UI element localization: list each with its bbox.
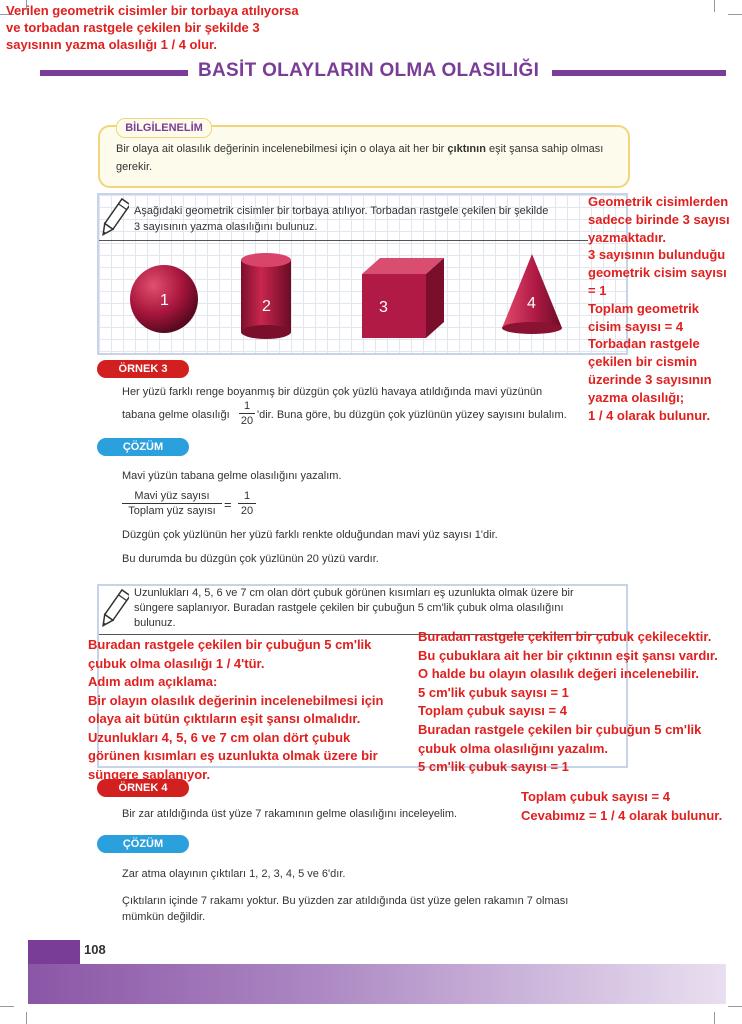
solution3-line1: Mavi yüzün tabana gelme olasılığını yazalım. [122, 470, 342, 482]
example3-line2-before: tabana gelme olasılığı [122, 409, 230, 421]
fraction-denominator: Toplam yüz sayısı [128, 505, 216, 517]
pencil-icon [99, 587, 129, 633]
side-note-line: = 1 [588, 282, 607, 298]
shape-label: 1 [160, 292, 169, 309]
crop-mark [714, 1012, 715, 1024]
solution4-tag: ÇÖZÜM [97, 835, 189, 853]
fraction-bar [239, 413, 255, 414]
side-note-line: cisim sayısı = 4 [588, 318, 684, 334]
crop-mark [728, 1006, 742, 1007]
right-note-line: Toplam çubuk sayısı = 4 [521, 789, 670, 804]
right-note-line: Buradan rastgele çekilen bir çubuğun 5 cm'lik [418, 721, 702, 737]
side-note-line: yazma olasılığı; [588, 389, 685, 405]
example4-tag: ÖRNEK 4 [97, 779, 189, 797]
fraction-denominator: 20 [240, 505, 254, 517]
right-note-line: 5 cm'lik çubuk sayısı = 1 [418, 759, 569, 775]
side-note-line: Toplam geometrik [588, 300, 700, 316]
header-note-line: ve torbadan rastgele çekilen bir şekilde 3 [6, 20, 260, 35]
left-note [88, 636, 383, 784]
solution4-line1: Zar atma olayının çıktıları 1, 2, 3, 4, 5 ve 6'dır. [122, 868, 346, 880]
page-title: BASİT OLAYLARIN OLMA OLASILIĞI [198, 60, 540, 81]
left-note-line: Uzunlukları 4, 5, 6 ve 7 cm olan dört çubuk [88, 729, 351, 745]
shapes-illustration [100, 244, 580, 348]
fraction-denominator: 20 [240, 415, 254, 427]
info-text-before: Bir olaya ait olasılık değerinin incelenebilmesi için o olaya ait her bir [116, 143, 448, 155]
side-note-line: 3 sayısının bulunduğu [588, 247, 726, 263]
info-text [116, 140, 616, 176]
question1-line: 3 sayısının yazma olasılığını bulunuz. [134, 221, 318, 233]
question2-line: süngere saplanıyor. Buradan rastgele çekilen bir çubuğun 5 cm'lik çubuk olma olasılığını [134, 602, 564, 614]
info-text-after: eşit şansa sahip olması gerekir. [116, 143, 604, 173]
crop-mark [26, 1012, 27, 1024]
side-note-line: 1 / 4 olarak bulunur. [588, 407, 711, 423]
left-note-line: çubuk olma olasılığı 1 / 4'tür. [88, 655, 265, 671]
example3-line2-after: 'dir. Buna göre, bu düzgün çok yüzlünün yüzey sayısını bulalım. [257, 409, 567, 421]
crop-mark [728, 14, 742, 15]
cone-shape [502, 254, 562, 334]
left-note-line: görünen kısımları eş uzunlukta olmak üzere bir [88, 748, 378, 763]
solution3-tag: ÇÖZÜM [97, 438, 189, 456]
right-note-line: çubuk olma olasılığını yazalım. [418, 740, 608, 756]
side-note-line: üzerinde 3 sayısının [588, 371, 712, 387]
question1-underline [99, 240, 588, 241]
header-note [6, 2, 299, 53]
crop-mark [0, 1006, 14, 1007]
right-note [418, 628, 718, 777]
side-note-line: geometrik cisim sayısı [588, 265, 727, 281]
title-bar-right [552, 70, 726, 76]
example3-line1: Her yüzü farklı renge boyanmış bir düzgün çok yüzlü havaya atıldığında mavi yüzünün [122, 386, 543, 398]
solution4-line3: mümkün değildir. [122, 911, 206, 923]
side-note-line: Torbadan rastgele [588, 336, 700, 352]
header-note-line: sayısının yazma olasılığı 1 / 4 olur. [6, 37, 217, 52]
crop-mark [714, 0, 715, 12]
right-note-line: Bu çubuklara ait her bir çıktının eşit şansı vardır. [418, 647, 718, 663]
shape-label: 2 [262, 298, 271, 315]
sphere-shape [130, 265, 198, 333]
left-note-line: Adım adım açıklama: [88, 674, 218, 689]
equals-sign: = [224, 497, 232, 512]
side-note-line: yazmaktadır. [588, 229, 667, 245]
pencil-icon [99, 196, 129, 242]
fraction-numerator: 1 [243, 490, 251, 502]
right-note-extra [521, 788, 722, 825]
example4-line1: Bir zar atıldığında üst yüze 7 rakamının gelme olasılığını inceleyelim. [122, 808, 458, 820]
solution3-line2: Düzgün çok yüzlünün her yüzü farklı renkte olduğundan mavi yüz sayısı 1'dir. [122, 529, 498, 541]
info-text-bold: çıktının [447, 143, 486, 155]
side-note-line: çekilen bir cismin [588, 354, 698, 370]
right-note-line: Cevabımız = 1 / 4 olarak bulunur. [521, 807, 723, 823]
fraction-bar [238, 503, 256, 504]
solution3-line3: Bu durumda bu düzgün çok yüzlünün 20 yüzü vardır. [122, 553, 379, 565]
right-note-line: Toplam çubuk sayısı = 4 [418, 703, 567, 719]
fraction-numerator: Mavi yüz sayısı [134, 490, 210, 502]
title-bar-left [40, 70, 188, 76]
fraction-bar [122, 503, 222, 504]
example3-tag: ÖRNEK 3 [97, 360, 189, 378]
info-tag: BİLGİLENELİM [116, 118, 212, 138]
right-note-line: 5 cm'lik çubuk sayısı = 1 [418, 684, 569, 700]
cube-shape [362, 258, 444, 338]
side-note-line: Geometrik cisimlerden [588, 194, 729, 209]
solution4-line2: Çıktıların içinde 7 rakamı yoktur. Bu yüzden zar atıldığında üst yüze gelen rakamın 7 olması [122, 895, 569, 907]
left-note-line: Bir olayın olasılık değerinin incelenebilmesi için [88, 692, 384, 708]
header-note-line: Verilen geometrik cisimler bir torbaya atılıyorsa [6, 3, 299, 18]
fraction-numerator: 1 [243, 400, 251, 412]
page-number: 108 [84, 942, 106, 957]
side-note [588, 193, 730, 424]
left-note-line: olaya ait bütün çıktıların eşit şansı olmalıdır. [88, 711, 361, 726]
left-note-line: Buradan rastgele çekilen bir çubuğun 5 cm'lik [88, 637, 372, 652]
right-note-line: O halde bu olayın olasılık değeri incelenebilir. [418, 666, 700, 682]
question2-line: bulunuz. [134, 617, 176, 629]
footer-top-band [80, 940, 726, 964]
question2-text [134, 586, 574, 631]
solution3-number-fraction [238, 490, 256, 517]
question1-text [134, 203, 548, 235]
question2-line: Uzunlukları 4, 5, 6 ve 7 cm olan dört çubuk görünen kısımları eş uzunlukta olmak üzere bir [134, 587, 574, 599]
question1-line: Aşağıdaki geometrik cisimler bir torbaya atılıyor. Torbadan rastgele çekilen bir şekilde [134, 205, 549, 217]
shape-label: 4 [527, 295, 536, 312]
right-note-line: Buradan rastgele çekilen bir çubuk çekilecektir. [418, 629, 712, 644]
cylinder-shape [241, 253, 291, 339]
side-note-line: sadece birinde 3 sayısı [588, 211, 730, 227]
shape-label: 3 [379, 299, 388, 316]
left-note-line: süngere saplanıyor. [88, 766, 211, 782]
example3-fraction [239, 400, 255, 427]
solution3-word-fraction [122, 490, 222, 517]
page-number-tab [28, 940, 80, 964]
